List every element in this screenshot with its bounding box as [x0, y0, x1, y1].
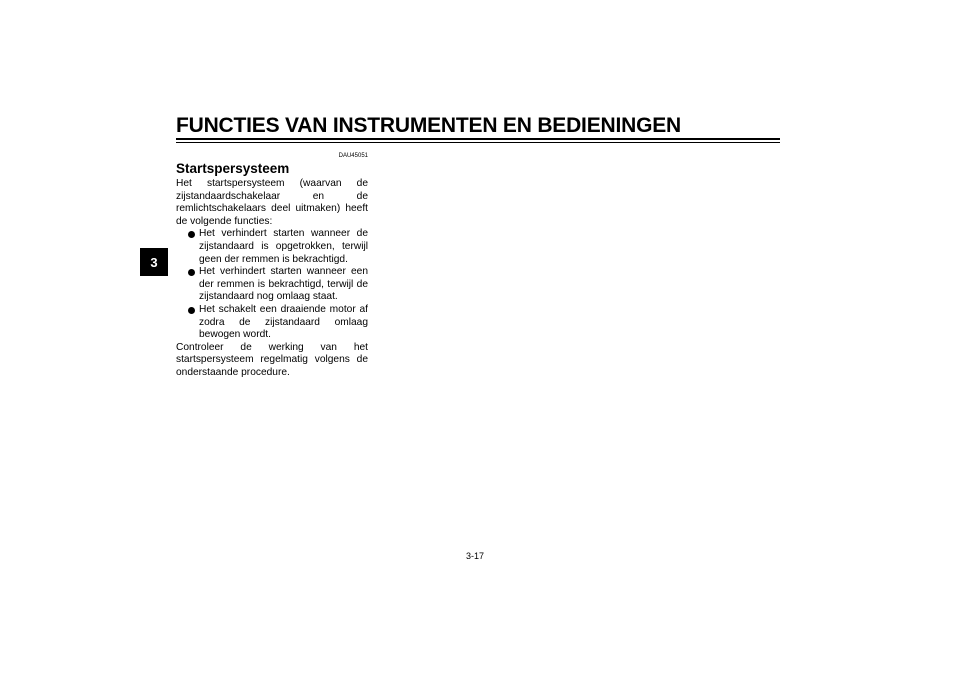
list-item: [176, 304, 368, 342]
chapter-tab: [140, 248, 168, 276]
bullet-dot-icon: [188, 231, 195, 238]
intro-paragraph: Het startspersysteem (waarvan de zijstandaardschakelaar en de remlichtschakelaars deel uitmaken) heeft de volgende functies:: [176, 178, 368, 227]
section-code: DAU45051: [338, 153, 368, 159]
bullet-dot-icon: [188, 269, 195, 276]
list-item-text: Het verhindert starten wanneer de zijstandaard is opgetrokken, terwijl geen der remmen is bekrachtigd.: [199, 228, 368, 265]
chapter-title: FUNCTIES VAN INSTRUMENTEN EN BEDIENINGEN: [176, 114, 681, 137]
content-column: [176, 152, 368, 380]
header-rule-thin: [176, 142, 780, 143]
list-item: [176, 228, 368, 266]
list-item: [176, 266, 368, 304]
list-item-text: Het schakelt een draaiende motor af zodra de zijstandaard omlaag bewogen wordt.: [199, 303, 368, 341]
bullet-dot-icon: [188, 307, 195, 314]
list-item-text: Het verhindert starten wanneer een der remmen is bekrachtigd, terwijl de zijstandaard nog omlaag staat.: [199, 266, 368, 303]
section-heading: Startspersysteem: [176, 161, 290, 176]
chapter-tab-number: 3: [150, 254, 158, 270]
outro-paragraph: Controleer de werking van het startspersysteem regelmatig volgens de onderstaande procedure.: [176, 341, 368, 378]
function-list: [176, 228, 368, 341]
header-rule-thick: [176, 138, 780, 140]
page-number: 3-17: [466, 551, 485, 561]
